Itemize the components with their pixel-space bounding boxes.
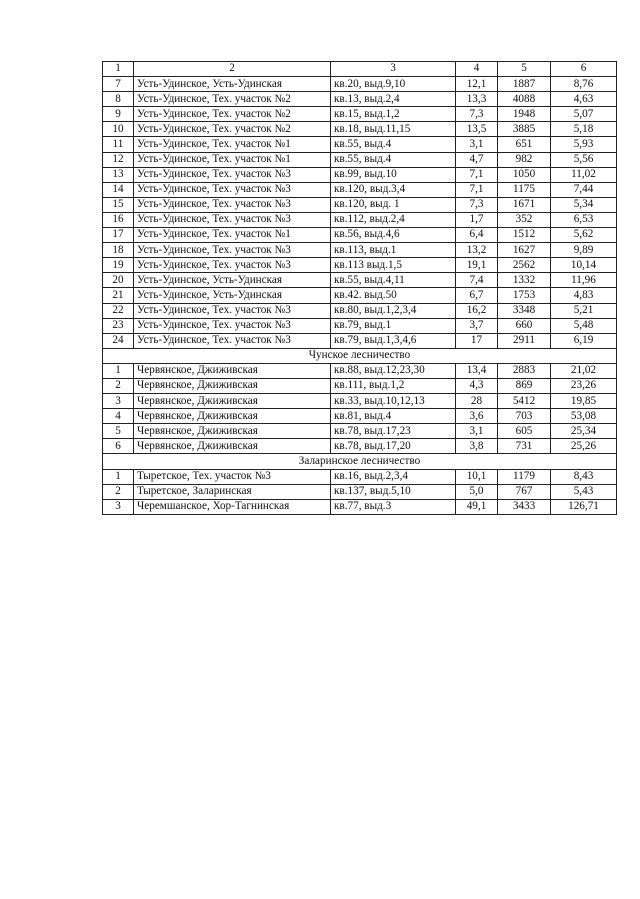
column-number-cell: 3 [331,62,456,77]
table-cell: кв.113, выд.1 [331,243,456,258]
table-cell: 10,1 [456,469,498,484]
table-cell: 2883 [498,363,551,378]
table-cell: 2911 [498,333,551,348]
table-cell: Тыретское, Заларинская [134,484,331,499]
table-row [103,152,617,167]
table-cell: 6,19 [551,333,617,348]
table-cell: 3 [103,499,134,514]
table-cell: 731 [498,439,551,454]
table-cell: 18 [103,243,134,258]
table-cell: кв.55, выд.4,11 [331,273,456,288]
table-cell: 660 [498,318,551,333]
table-cell: кв.56, выд.4,6 [331,228,456,243]
table-cell: 25,26 [551,439,617,454]
table-cell: 4,7 [456,152,498,167]
table-cell: кв.112, выд.2,4 [331,212,456,227]
table-cell: Усть-Удинское, Усть-Удинская [134,288,331,303]
table-cell: кв.120, выд.3,4 [331,182,456,197]
table-row [103,409,617,424]
table-cell: 7,3 [456,197,498,212]
section-row [103,454,617,469]
table-cell: 1050 [498,167,551,182]
table-cell: кв.42. выд.50 [331,288,456,303]
table-cell: 5,56 [551,152,617,167]
table-row [103,303,617,318]
table-cell: 7,44 [551,182,617,197]
table-cell: 7,1 [456,182,498,197]
table-cell: 5,18 [551,122,617,137]
table-cell: Усть-Удинское, Тех. участок №3 [134,318,331,333]
table-row [103,499,617,514]
table-cell: 13,4 [456,363,498,378]
table-cell: 5,21 [551,303,617,318]
table-cell: 7,4 [456,273,498,288]
table-row [103,167,617,182]
table-cell: Усть-Удинское, Тех. участок №2 [134,122,331,137]
table-cell: 3,8 [456,439,498,454]
table-cell: кв.16, выд.2,3,4 [331,469,456,484]
column-number-cell: 5 [498,62,551,77]
column-number-row [103,62,617,77]
table-cell: Усть-Удинское, Тех. участок №2 [134,92,331,107]
section-row [103,348,617,363]
table-cell: 16,2 [456,303,498,318]
table-cell: 5412 [498,394,551,409]
table-cell: 5 [103,424,134,439]
table-cell: 12 [103,152,134,167]
table-cell: 9,89 [551,243,617,258]
table-cell: 5,62 [551,228,617,243]
table-cell: 3,7 [456,318,498,333]
table-cell: кв.78, выд.17,20 [331,439,456,454]
table-cell: Усть-Удинское, Тех. участок №3 [134,212,331,227]
table-cell: кв.99, выд.10 [331,167,456,182]
table-cell: 10 [103,122,134,137]
table-cell: Усть-Удинское, Усть-Удинская [134,77,331,92]
table-cell: 7,1 [456,167,498,182]
table-cell: 3885 [498,122,551,137]
table-row [103,333,617,348]
table-cell: 13,2 [456,243,498,258]
table-cell: 23,26 [551,378,617,393]
table-row [103,318,617,333]
table-cell: 6,53 [551,212,617,227]
table-cell: 2 [103,484,134,499]
table-cell: кв.137, выд.5,10 [331,484,456,499]
table-cell: 19,1 [456,258,498,273]
table-cell: 3 [103,394,134,409]
table-row [103,92,617,107]
table-cell: 703 [498,409,551,424]
table-row [103,439,617,454]
table-cell: Тыретское, Тех. участок №3 [134,469,331,484]
table-cell: кв.55, выд.4 [331,137,456,152]
column-number-cell: 6 [551,62,617,77]
table-cell: 22 [103,303,134,318]
table-cell: кв.81, выд.4 [331,409,456,424]
table-cell: 5,07 [551,107,617,122]
table-cell: 982 [498,152,551,167]
table-cell: 8,43 [551,469,617,484]
table-cell: 352 [498,212,551,227]
table-cell: Усть-Удинское, Усть-Удинская [134,273,331,288]
table-cell: 767 [498,484,551,499]
table-cell: 1,7 [456,212,498,227]
table-cell: Червянское, Джиживская [134,394,331,409]
table-cell: 4,3 [456,378,498,393]
table-cell: Червянское, Джиживская [134,424,331,439]
table-cell: 651 [498,137,551,152]
table-row [103,394,617,409]
table-cell: 7 [103,77,134,92]
table-cell: Черемшанское, Хор-Тагнинская [134,499,331,514]
table-cell: 6,7 [456,288,498,303]
column-number-cell: 2 [134,62,331,77]
section-title: Заларинское лесничество [103,454,617,469]
table-row [103,363,617,378]
table-cell: 25,34 [551,424,617,439]
table-cell: 17 [456,333,498,348]
table-cell: кв.20, выд.9,10 [331,77,456,92]
table-cell: 1887 [498,77,551,92]
table-cell: 1332 [498,273,551,288]
table-cell: 7,3 [456,107,498,122]
table-cell: 1512 [498,228,551,243]
table-cell: 2562 [498,258,551,273]
table-cell: 6 [103,439,134,454]
table-row [103,228,617,243]
table-cell: кв.80, выд.1,2,3,4 [331,303,456,318]
table-row [103,137,617,152]
table-cell: кв.111, выд.1,2 [331,378,456,393]
table-cell: 126,71 [551,499,617,514]
table-cell: Червянское, Джиживская [134,409,331,424]
table-cell: 21,02 [551,363,617,378]
table-row [103,484,617,499]
table-cell: Усть-Удинское, Тех. участок №2 [134,107,331,122]
table-cell: кв.15, выд.1,2 [331,107,456,122]
table-cell: 19,85 [551,394,617,409]
table-cell: 5,93 [551,137,617,152]
table-cell: 1179 [498,469,551,484]
table-cell: 1175 [498,182,551,197]
table-cell: 4 [103,409,134,424]
table-cell: 869 [498,378,551,393]
table-cell: 24 [103,333,134,348]
table-cell: кв.77, выд.3 [331,499,456,514]
table-cell: 10,14 [551,258,617,273]
table-cell: Усть-Удинское, Тех. участок №3 [134,197,331,212]
table-row [103,122,617,137]
table-cell: 19 [103,258,134,273]
table-row [103,273,617,288]
table-cell: Усть-Удинское, Тех. участок №3 [134,182,331,197]
table-cell: Усть-Удинское, Тех. участок №3 [134,333,331,348]
table-cell: Червянское, Джиживская [134,363,331,378]
table-cell: 1671 [498,197,551,212]
table-cell: 1948 [498,107,551,122]
table-cell: 1753 [498,288,551,303]
table-cell: 15 [103,197,134,212]
table-cell: Усть-Удинское, Тех. участок №1 [134,137,331,152]
table-cell: 5,43 [551,484,617,499]
table-cell: кв.13, выд.2,4 [331,92,456,107]
table-cell: Усть-Удинское, Тех. участок №3 [134,258,331,273]
table-cell: 3,6 [456,409,498,424]
column-number-cell: 4 [456,62,498,77]
table-cell: 20 [103,273,134,288]
table-cell: кв.79, выд.1 [331,318,456,333]
table-cell: 6,4 [456,228,498,243]
table-cell: 3433 [498,499,551,514]
table-cell: 1 [103,469,134,484]
table-cell: Усть-Удинское, Тех. участок №3 [134,243,331,258]
table-cell: 605 [498,424,551,439]
table-cell: кв.113 выд.1,5 [331,258,456,273]
table-cell: кв.33, выд.10,12,13 [331,394,456,409]
table-cell: кв.88, выд.12,23,30 [331,363,456,378]
table-cell: 12,1 [456,77,498,92]
table-row [103,107,617,122]
table-cell: кв.120, выд. 1 [331,197,456,212]
table-cell: 23 [103,318,134,333]
table-cell: 17 [103,228,134,243]
table-cell: 11,96 [551,273,617,288]
table-cell: 13 [103,167,134,182]
table-row [103,182,617,197]
table-cell: 3348 [498,303,551,318]
table-cell: 2 [103,378,134,393]
table-row [103,243,617,258]
table-cell: Усть-Удинское, Тех. участок №1 [134,228,331,243]
table-cell: 9 [103,107,134,122]
table-cell: Червянское, Джиживская [134,439,331,454]
table-row [103,378,617,393]
table-cell: 4088 [498,92,551,107]
table-cell: 11 [103,137,134,152]
table-cell: кв.55, выд.4 [331,152,456,167]
table-row [103,288,617,303]
table-cell: 53,08 [551,409,617,424]
table-cell: кв.79, выд.1,3,4,6 [331,333,456,348]
table-cell: Усть-Удинское, Тех. участок №1 [134,152,331,167]
forestry-table [102,61,617,515]
table-cell: 5,0 [456,484,498,499]
table-cell: 49,1 [456,499,498,514]
table-cell: 1627 [498,243,551,258]
table-cell: 16 [103,212,134,227]
table-cell: кв.18, выд.11,15 [331,122,456,137]
section-title: Чунское лесничество [103,348,617,363]
table-cell: 4,63 [551,92,617,107]
table-cell: 21 [103,288,134,303]
table-row [103,212,617,227]
table-cell: Червянское, Джиживская [134,378,331,393]
table-cell: 1 [103,363,134,378]
table-cell: 3,1 [456,137,498,152]
table-cell: 28 [456,394,498,409]
table-cell: 4,83 [551,288,617,303]
table-cell: 14 [103,182,134,197]
column-number-cell: 1 [103,62,134,77]
table-row [103,77,617,92]
table-cell: 13,3 [456,92,498,107]
table-cell: 11,02 [551,167,617,182]
table-cell: 8,76 [551,77,617,92]
table-row [103,258,617,273]
table-cell: 8 [103,92,134,107]
table-cell: 3,1 [456,424,498,439]
table-cell: 13,5 [456,122,498,137]
table-row [103,469,617,484]
table-cell: 5,48 [551,318,617,333]
table-row [103,197,617,212]
table-cell: Усть-Удинское, Тех. участок №3 [134,167,331,182]
table-cell: Усть-Удинское, Тех. участок №3 [134,303,331,318]
table-cell: кв.78, выд.17,23 [331,424,456,439]
table-row [103,424,617,439]
table-cell: 5,34 [551,197,617,212]
